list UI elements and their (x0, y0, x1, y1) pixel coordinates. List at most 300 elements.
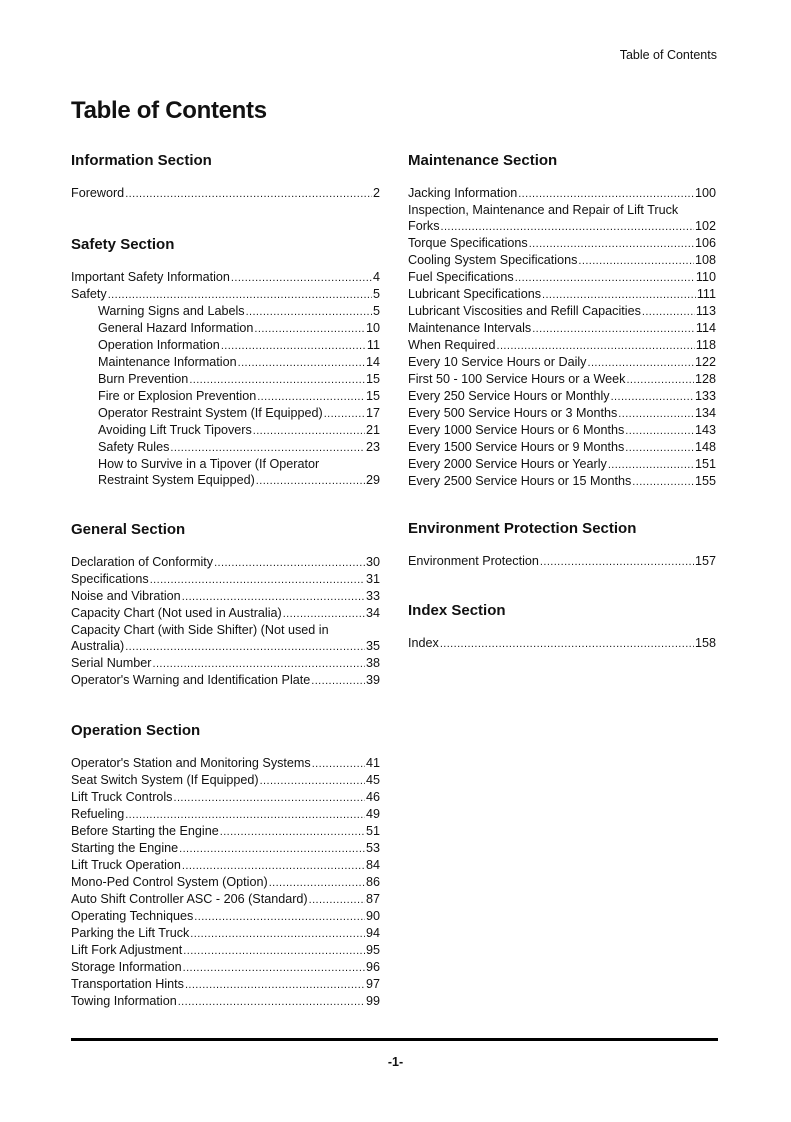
toc-entry-line (408, 337, 716, 354)
section-heading: Maintenance Section (408, 152, 558, 169)
toc-entry-text: Every 2500 Service Hours or 15 Months (408, 474, 632, 488)
toc-entry-line (71, 605, 380, 622)
dot-leader (625, 422, 694, 439)
toc-entry-page: 5 (372, 287, 380, 301)
dot-leader (497, 337, 695, 354)
dot-leader (260, 772, 365, 789)
toc-entry-text: Fire or Explosion Prevention (98, 389, 257, 403)
toc-entry-page: 17 (365, 406, 380, 420)
toc-entry-page: 128 (694, 372, 716, 386)
section-heading: Information Section (71, 152, 212, 169)
dot-leader (542, 286, 696, 303)
toc-entry-line (71, 891, 380, 908)
toc-entry-line (71, 840, 380, 857)
dot-leader (529, 235, 694, 252)
toc-entry[interactable] (71, 286, 380, 303)
toc-entry-text: Safety Rules (98, 440, 170, 454)
section-environment-protection-section (408, 520, 716, 570)
toc-entry-text: First 50 - 100 Service Hours or a Week (408, 372, 626, 386)
toc-entry[interactable] (71, 337, 380, 354)
toc-entry-line (408, 252, 716, 269)
toc-entry[interactable] (408, 235, 716, 252)
toc-entry[interactable] (408, 185, 716, 202)
toc-entry-page: 29 (365, 473, 380, 487)
toc-entry[interactable] (71, 405, 380, 422)
toc-entry-text-line1: How to Survive in a Tipover (If Operator (98, 457, 320, 471)
toc-entry-line (71, 638, 380, 655)
toc-entry-page: 99 (365, 994, 380, 1008)
dot-leader (632, 473, 694, 490)
toc-entry-page: 21 (365, 423, 380, 437)
toc-entry-page: 134 (694, 406, 716, 420)
toc-entry-text: Cooling System Specifications (408, 253, 578, 267)
toc-entry-line (71, 789, 380, 806)
dot-leader (173, 789, 365, 806)
dot-leader (587, 354, 694, 371)
toc-entry-line (71, 571, 380, 588)
toc-entry[interactable] (71, 874, 380, 891)
dot-leader (125, 638, 365, 655)
toc-entry[interactable] (408, 405, 716, 422)
dot-leader (324, 405, 365, 422)
toc-entry-line (98, 422, 380, 439)
toc-entry-text: Every 10 Service Hours or Daily (408, 355, 587, 369)
toc-entry[interactable] (408, 388, 716, 405)
toc-entry-text: Every 1000 Service Hours or 6 Months (408, 423, 625, 437)
toc-entry-text: Index (408, 636, 439, 650)
toc-entry[interactable] (71, 823, 380, 840)
dot-leader (178, 993, 365, 1010)
toc-entry[interactable] (71, 655, 380, 672)
toc-entry-line (71, 755, 380, 772)
toc-entry-page: 113 (695, 304, 716, 318)
toc-entry-text: Operation Information (98, 338, 220, 352)
dot-leader (179, 840, 365, 857)
toc-entry[interactable] (408, 269, 716, 286)
toc-entry-line (71, 554, 380, 571)
toc-entry-page: 84 (365, 858, 380, 872)
toc-entry-page: 148 (694, 440, 716, 454)
toc-entry-page: 158 (694, 636, 716, 650)
toc-entry[interactable] (71, 388, 380, 405)
toc-entries (408, 635, 716, 652)
toc-entry[interactable] (71, 672, 380, 689)
toc-entry-page: 10 (365, 321, 380, 335)
toc-entry-page: 111 (696, 287, 716, 301)
toc-entry-text: Operator Restraint System (If Equipped) (98, 406, 323, 420)
toc-entry-text: Safety (71, 287, 107, 301)
toc-entry-text: Environment Protection (408, 554, 539, 568)
toc-entry[interactable] (408, 422, 716, 439)
toc-entry-page: 51 (365, 824, 380, 838)
toc-entry-line (71, 823, 380, 840)
toc-entry-page: 133 (694, 389, 716, 403)
toc-entry[interactable] (71, 891, 380, 908)
toc-entry-line (408, 553, 716, 570)
dot-leader (256, 472, 365, 489)
dot-leader (618, 405, 694, 422)
toc-entry-page: 90 (365, 909, 380, 923)
toc-entry[interactable] (71, 959, 380, 976)
toc-entry-text: Warning Signs and Labels (98, 304, 245, 318)
toc-entry-text: Lubricant Viscosities and Refill Capacities (408, 304, 641, 318)
toc-entry-text: Storage Information (71, 960, 182, 974)
dot-leader (183, 959, 365, 976)
toc-entry-page: 33 (365, 589, 380, 603)
section-safety-section (71, 236, 380, 489)
toc-entry[interactable] (71, 789, 380, 806)
section-heading: Index Section (408, 602, 506, 619)
toc-entry-text: General Hazard Information (98, 321, 254, 335)
toc-entry[interactable] (408, 337, 716, 354)
section-general-section (71, 521, 380, 689)
toc-entry[interactable] (71, 422, 380, 439)
toc-entry-text: Auto Shift Controller ASC - 206 (Standard) (71, 892, 308, 906)
toc-entry[interactable] (71, 605, 380, 622)
section-index-section (408, 602, 716, 652)
toc-entry[interactable] (408, 320, 716, 337)
toc-entry-line (98, 439, 380, 456)
toc-entry-text: Towing Information (71, 994, 177, 1008)
toc-entry[interactable] (408, 286, 716, 303)
toc-entry-line (408, 235, 716, 252)
toc-entry-line (408, 635, 716, 652)
right-column (408, 152, 716, 652)
toc-entry-page: 102 (694, 219, 716, 233)
toc-entry[interactable] (71, 269, 380, 286)
toc-entry-text: Foreword (71, 186, 125, 200)
toc-entry-line (71, 286, 380, 303)
toc-entry[interactable] (71, 755, 380, 772)
dot-leader (312, 755, 365, 772)
dot-leader (189, 371, 365, 388)
dot-leader (194, 908, 365, 925)
dot-leader (190, 925, 365, 942)
toc-entry-text: Mono-Ped Control System (Option) (71, 875, 268, 889)
toc-entry-line (98, 337, 380, 354)
toc-entry-page: 14 (365, 355, 380, 369)
toc-entry-line (71, 976, 380, 993)
toc-entry-page: 35 (365, 639, 380, 653)
dot-leader (246, 303, 372, 320)
dot-leader (108, 286, 372, 303)
toc-entry-page: 41 (365, 756, 380, 770)
dot-leader (642, 303, 695, 320)
toc-entry-text: Specifications (71, 572, 149, 586)
toc-entry-page: 45 (365, 773, 380, 787)
section-information-section (71, 152, 380, 202)
toc-entry-page: 46 (365, 790, 380, 804)
toc-entry-text: Avoiding Lift Truck Tipovers (98, 423, 252, 437)
toc-entry[interactable] (71, 439, 380, 456)
section-heading: General Section (71, 521, 186, 538)
toc-entry-page: 31 (365, 572, 380, 586)
toc-entry-page: 114 (695, 321, 716, 335)
toc-entry-line (408, 303, 716, 320)
toc-entry-text: Important Safety Information (71, 270, 230, 284)
dot-leader (626, 371, 694, 388)
toc-entry-line (98, 371, 380, 388)
toc-entry[interactable] (71, 571, 380, 588)
section-operation-section (71, 722, 380, 1010)
toc-entry-line (98, 388, 380, 405)
toc-entry[interactable] (71, 320, 380, 337)
toc-entry-text: Operator's Warning and Identification Plate (71, 673, 311, 687)
toc-entry[interactable] (71, 806, 380, 823)
toc-entry-text: Lift Truck Controls (71, 790, 173, 804)
dot-leader (625, 439, 694, 456)
toc-entry-page: 143 (694, 423, 716, 437)
toc-entry-line (71, 672, 380, 689)
toc-entry-page: 5 (372, 304, 380, 318)
dot-leader (214, 554, 365, 571)
toc-entry-text: Fuel Specifications (408, 270, 514, 284)
toc-entry-text: Operating Techniques (71, 909, 194, 923)
toc-entry-page: 39 (365, 673, 380, 687)
toc-entry-page: 97 (365, 977, 380, 991)
toc-entry-page: 34 (365, 606, 380, 620)
toc-entry[interactable] (71, 925, 380, 942)
toc-entry[interactable] (408, 202, 716, 235)
dot-leader (220, 823, 365, 840)
toc-entry-text: Australia) (71, 639, 125, 653)
toc-entry-text: Parking the Lift Truck (71, 926, 190, 940)
toc-entry-page: 86 (365, 875, 380, 889)
dot-leader (125, 806, 365, 823)
dot-leader (125, 185, 372, 202)
toc-entry-line (71, 185, 380, 202)
toc-entry[interactable] (408, 456, 716, 473)
toc-entry-text: Maintenance Information (98, 355, 237, 369)
toc-entry-text: Noise and Vibration (71, 589, 181, 603)
dot-leader (182, 857, 365, 874)
toc-entry-page: 4 (372, 270, 380, 284)
dot-leader (254, 320, 365, 337)
toc-entry-line (71, 655, 380, 672)
dot-leader (440, 635, 694, 652)
toc-entry[interactable] (71, 942, 380, 959)
toc-entry-text: Operator's Station and Monitoring Systems (71, 756, 311, 770)
toc-entry-line (71, 993, 380, 1010)
toc-entry-page: 100 (694, 186, 716, 200)
dot-leader (283, 605, 365, 622)
dot-leader (183, 942, 365, 959)
section-heading: Operation Section (71, 722, 201, 739)
dot-leader (221, 337, 366, 354)
toc-entries (71, 269, 380, 489)
toc-entry-page: 96 (365, 960, 380, 974)
toc-entries (71, 554, 380, 689)
left-column (71, 152, 380, 1010)
toc-entry-line (408, 320, 716, 337)
toc-entry-page: 23 (365, 440, 380, 454)
toc-entry-line (71, 874, 380, 891)
toc-entry-text: Transportation Hints (71, 977, 184, 991)
toc-entry-line (71, 959, 380, 976)
toc-entry-line (408, 456, 716, 473)
toc-entry-page: 108 (694, 253, 716, 267)
dot-leader (153, 655, 365, 672)
toc-entry-line (408, 286, 716, 303)
toc-entry-page: 2 (372, 186, 380, 200)
dot-leader (170, 439, 365, 456)
dot-leader (150, 571, 365, 588)
toc-entry-page: 87 (365, 892, 380, 906)
toc-entry-page: 15 (365, 372, 380, 386)
toc-entry-text: Forks (408, 219, 440, 233)
toc-entry-text: Every 250 Service Hours or Monthly (408, 389, 610, 403)
dot-leader (518, 185, 694, 202)
toc-entry-line (408, 388, 716, 405)
toc-entry[interactable] (71, 622, 380, 655)
toc-entry-text-line1: Inspection, Maintenance and Repair of Lift Truck (408, 203, 679, 217)
dot-leader (608, 456, 694, 473)
dot-leader (578, 252, 694, 269)
toc-entry-line (71, 857, 380, 874)
toc-entry[interactable] (71, 908, 380, 925)
footer-rule (71, 1038, 718, 1041)
toc-entry[interactable] (408, 473, 716, 490)
toc-entry-line (71, 942, 380, 959)
toc-entry-page: 38 (365, 656, 380, 670)
toc-entry-text: Torque Specifications (408, 236, 528, 250)
toc-entry-page: 110 (695, 270, 716, 284)
toc-entry-line (71, 806, 380, 823)
toc-entry-text: Serial Number (71, 656, 152, 670)
toc-entry-line (408, 405, 716, 422)
dot-leader (440, 218, 694, 235)
toc-entry-line (71, 772, 380, 789)
toc-entry-line (408, 269, 716, 286)
toc-entry-page: 53 (365, 841, 380, 855)
toc-entry-text: Jacking Information (408, 186, 518, 200)
toc-entry-line (71, 925, 380, 942)
toc-entry-page: 30 (365, 555, 380, 569)
dot-leader (311, 672, 365, 689)
dot-leader (185, 976, 365, 993)
toc-entry[interactable] (408, 252, 716, 269)
toc-entry-text: Restraint System Equipped) (98, 473, 255, 487)
toc-entry-page: 155 (694, 474, 716, 488)
toc-entry[interactable] (71, 840, 380, 857)
toc-entry-line (408, 185, 716, 202)
toc-entry[interactable] (408, 439, 716, 456)
section-heading: Safety Section (71, 236, 175, 253)
toc-entries (71, 755, 380, 1010)
toc-entries (71, 185, 380, 202)
dot-leader (257, 388, 365, 405)
toc-entry-text: Lift Fork Adjustment (71, 943, 183, 957)
toc-entry[interactable] (71, 354, 380, 371)
toc-entries (408, 185, 716, 490)
dot-leader (532, 320, 695, 337)
toc-entry[interactable] (408, 635, 716, 652)
dot-leader (253, 422, 365, 439)
toc-entry-text-line1: Capacity Chart (with Side Shifter) (Not used in (71, 623, 329, 637)
toc-entry-line (71, 908, 380, 925)
toc-entry-line (98, 472, 380, 489)
toc-entry[interactable] (71, 588, 380, 605)
toc-entry[interactable] (71, 303, 380, 320)
toc-entry-line (408, 354, 716, 371)
toc-entry-line (408, 371, 716, 388)
toc-entry-text: Lift Truck Operation (71, 858, 181, 872)
section-heading: Environment Protection Section (408, 520, 637, 537)
toc-entry[interactable] (71, 185, 380, 202)
toc-entry-page: 106 (694, 236, 716, 250)
page-title: Table of Contents (71, 97, 267, 124)
toc-entry[interactable] (71, 554, 380, 571)
dot-leader (515, 269, 695, 286)
toc-entry-page: 157 (694, 554, 716, 568)
toc-entry-text: Every 500 Service Hours or 3 Months (408, 406, 618, 420)
section-maintenance-section (408, 152, 716, 490)
toc-entry-text: Lubricant Specifications (408, 287, 542, 301)
toc-entry-page: 151 (694, 457, 716, 471)
dot-leader (540, 553, 694, 570)
toc-entry[interactable] (71, 772, 380, 789)
page-number: -1- (387, 1055, 404, 1069)
dot-leader (182, 588, 365, 605)
toc-entry-line (98, 303, 380, 320)
toc-entry-text: Maintenance Intervals (408, 321, 532, 335)
running-header: Table of Contents (619, 48, 717, 62)
dot-leader (309, 891, 365, 908)
toc-entry[interactable] (71, 456, 380, 489)
toc-entry-line (98, 354, 380, 371)
toc-entry-line (71, 588, 380, 605)
toc-entry-line (408, 422, 716, 439)
toc-entry-line (408, 439, 716, 456)
toc-entry-page: 122 (694, 355, 716, 369)
toc-entry-line (98, 320, 380, 337)
toc-entry-page: 118 (695, 338, 716, 352)
toc-entry-text: Starting the Engine (71, 841, 179, 855)
toc-entry[interactable] (408, 553, 716, 570)
toc-entry-line (408, 473, 716, 490)
toc-entry-page: 11 (366, 338, 380, 352)
dot-leader (231, 269, 372, 286)
toc-entry-line (98, 405, 380, 422)
toc-entry[interactable] (71, 993, 380, 1010)
toc-entry-text: Capacity Chart (Not used in Australia) (71, 606, 282, 620)
toc-entry-text: Before Starting the Engine (71, 824, 219, 838)
toc-entries (408, 553, 716, 570)
toc-entry-page: 94 (365, 926, 380, 940)
toc-entry-text: Refueling (71, 807, 125, 821)
toc-entry[interactable] (408, 303, 716, 320)
dot-leader (269, 874, 365, 891)
dot-leader (611, 388, 694, 405)
toc-entry[interactable] (408, 371, 716, 388)
toc-entry-line (71, 269, 380, 286)
toc-entry-text: Every 1500 Service Hours or 9 Months (408, 440, 625, 454)
toc-entry-line (408, 218, 716, 235)
dot-leader (238, 354, 365, 371)
toc-entry-text: When Required (408, 338, 496, 352)
toc-entry-text: Burn Prevention (98, 372, 189, 386)
toc-entry-page: 95 (365, 943, 380, 957)
toc-entry-text: Seat Switch System (If Equipped) (71, 773, 259, 787)
toc-entry-page: 49 (365, 807, 380, 821)
toc-entry[interactable] (71, 857, 380, 874)
toc-entry-page: 15 (365, 389, 380, 403)
toc-entry-text: Every 2000 Service Hours or Yearly (408, 457, 607, 471)
toc-entry[interactable] (408, 354, 716, 371)
toc-entry-text: Declaration of Conformity (71, 555, 214, 569)
toc-entry[interactable] (71, 976, 380, 993)
toc-entry[interactable] (71, 371, 380, 388)
